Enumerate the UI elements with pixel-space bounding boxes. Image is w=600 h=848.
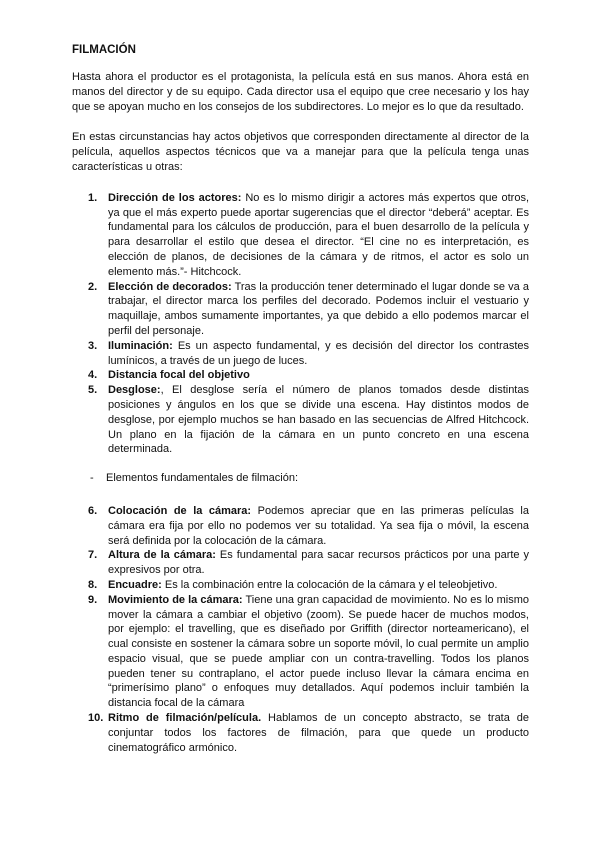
item-label: Iluminación: — [108, 339, 173, 352]
item-number: 7. — [88, 549, 98, 562]
item-label: Elección de decorados: — [108, 280, 232, 293]
item-text: Tras la producción tener determinado el lugar donde se va a trabajar, el director marca los perfiles del decorado. Podemos incluir el vestuario y maquillaje, ambos sumamente importantes, ya que debido a ello podemos marcar el perfil del personaje. — [108, 280, 530, 337]
item-number: 9. — [88, 593, 98, 606]
item-text: , El desglose sería el número de planos tomados desde distintas posiciones y ángulos en los que se divide una escena. Hay distintos modos de desglose, por ejemplo muchos se han basado en las secuencias de Alfred Hitchcock. Un plano en la fijación de la cámara en un punto concreto en una escena determinada. — [108, 384, 529, 456]
item-label: Colocación de la cámara: — [108, 504, 252, 517]
item-text: Hablamos de un concepto abstracto, se trata de conjuntar todos los factores de filmación, para que quede un producto cinematográfico armónico. — [108, 712, 529, 754]
item-label: Altura de la cámara: — [108, 549, 216, 562]
item-text: Podemos apreciar que en las primeras películas la cámara era fija por ello no podemos ver su totalidad. Ya sea fija o móvil, la escena será definida por la colocación de la cámara. — [108, 504, 529, 547]
item-number: 3. — [88, 339, 98, 352]
item-label: Desglose: — [108, 384, 161, 397]
item-text: No es lo mismo dirigir a actores más expertos que otros, ya que el más experto puede aportar sugerencias que el director “deberá” aceptar. Es fundamental para los cálculos de producción, para el buen desarrollo de la película y para desarrollar el estilo que desea el director. “El cine no es interpretación, es elección de planos, de decisiones de la cámara y de ritmos, el actor es solo un elemento más.”- Hitchcock. — [108, 191, 529, 278]
subheading-text: Elementos fundamentales de filmación: — [106, 472, 298, 485]
list-item — [72, 711, 529, 755]
list-item — [72, 504, 529, 548]
item-label: Distancia focal del objetivo — [108, 369, 250, 382]
document-page — [72, 44, 529, 755]
document-title: FILMACIÓN — [72, 44, 136, 56]
item-label: Dirección de los actores: — [108, 191, 242, 204]
item-label: Movimiento de la cámara: — [108, 593, 243, 606]
item-number: 6. — [88, 504, 98, 517]
item-number: 8. — [88, 578, 98, 591]
list-item — [72, 280, 529, 339]
subheading — [72, 471, 529, 486]
list-filming-elements — [72, 504, 529, 756]
context-paragraph: En estas circunstancias hay actos objetivos que corresponden directamente al director de la película, aquellos aspectos técnicos que va a manejar para que la película tenga unas características u otras: — [72, 131, 529, 173]
list-item — [72, 383, 529, 457]
list-item — [72, 548, 529, 578]
item-label: Encuadre: — [108, 578, 162, 591]
item-text: Es un aspecto fundamental, y es decisión del director los contrastes lumínicos, a través de un juego de luces. — [108, 339, 529, 367]
item-number: 4. — [88, 369, 98, 382]
item-number: 10. — [88, 712, 104, 725]
list-item — [72, 191, 529, 280]
item-number: 1. — [88, 191, 98, 204]
item-text: Es la combinación entre la colocación de la cámara y el teleobjetivo. — [161, 578, 498, 591]
list-item — [72, 368, 529, 383]
list-item — [72, 339, 529, 369]
subheading-dash: - — [90, 472, 94, 485]
item-number: 2. — [88, 280, 98, 293]
item-number: 5. — [88, 384, 98, 397]
list-director-aspects — [72, 191, 529, 457]
item-label: Ritmo de filmación/película. — [108, 712, 262, 725]
item-text: Tiene una gran capacidad de movimiento. No es lo mismo mover la cámara a cambiar el objetivo (zoom). Se puede hacer de muchos modos, por ejemplo: el travelling, que es diseñado por Griffith (director norteamericano), el cual consiste en sostener la cámara sobre un soporte móvil, lo cual permite un amplio espacio visual, que se puede ampliar con un contra-travelling. Todos los planos pueden tener su contraplano, el actor puede incluso llevar la cámara encima en “primerísimo plano” o enfoques muy detallados. Aquí podemos incluir también la distancia focal de la cámara — [108, 593, 529, 710]
list-item — [72, 578, 529, 593]
item-text: Es fundamental para sacar recursos prácticos por una parte y expresivos por otra. — [108, 549, 530, 577]
intro-paragraph: Hasta ahora el productor es el protagonista, la película está en sus manos. Ahora está en manos del director y de su equipo. Cada director usa el equipo que cree necesario y los hay que se apoyan mucho en los consejos de los subdirectores. Lo mejor es lo que da resultado. — [72, 71, 529, 113]
list-item — [72, 593, 529, 711]
